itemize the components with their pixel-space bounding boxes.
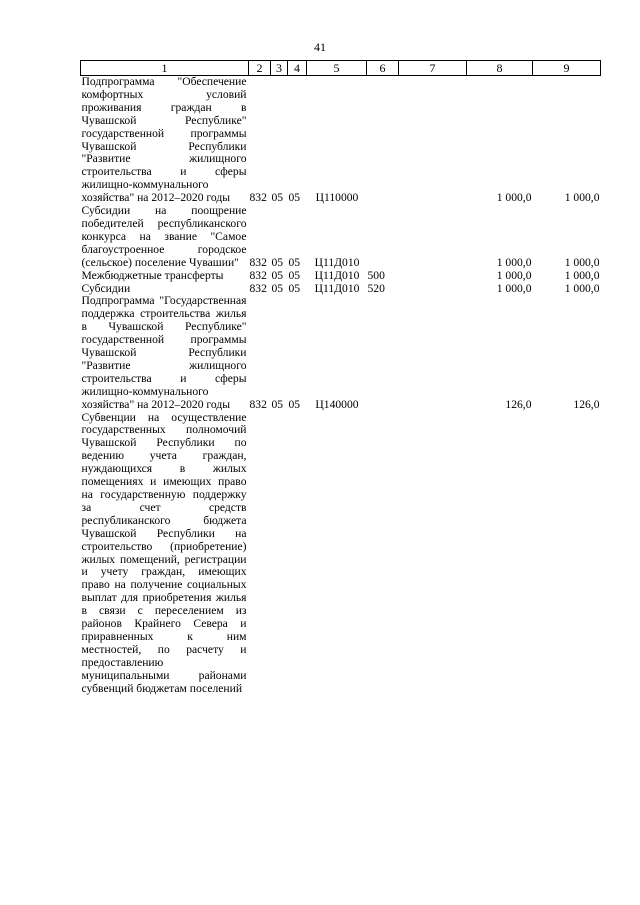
- cell-ministry: [249, 412, 271, 696]
- cell-ministry: 832: [249, 397, 267, 411]
- cell-col7: [399, 295, 467, 411]
- cell-subsection: 05: [288, 281, 301, 295]
- header-col-7: 7: [399, 61, 467, 76]
- cell-col8: 1 000,0: [496, 191, 532, 205]
- row-name: Субвенции на осуществление государственных полномочий Чувашской Республики по ведению учета граждан, нуждающихся в жилых помещениях и имеющих право на государственную поддержку за счет средств республиканского бюджета Чувашской Республики на строительство (приобретение) жилых помещений, регистрации и учету граждан, имеющих право на получение социальных выплат для приобретения жилья в связи с переселением из районов Крайнего Севера и приравненных к ним местностей, по расчету и предоставлению муниципальными районами субвенций бюджетам поселений: [81, 410, 247, 695]
- table-row: [81, 270, 601, 283]
- cell-target-article: Ц11Д010: [314, 255, 360, 269]
- cell-col8: 1 000,0: [496, 268, 532, 282]
- cell-subsection: 05: [288, 397, 301, 411]
- cell-col9: 1 000,0: [564, 281, 600, 295]
- cell-ministry: 832: [249, 255, 267, 269]
- cell-subsection: 05: [288, 191, 301, 205]
- cell-col7: [399, 76, 467, 206]
- cell-col7: [399, 283, 467, 296]
- cell-target-article: Ц140000: [315, 397, 359, 411]
- row-name: Подпрограмма "Государственная поддержка строительства жилья в Чувашской Республике" государственной программы Чувашской Республики "Развитие жилищного строительства и сферы жилищно-коммунального хозяйства" на 2012–2020 годы: [81, 294, 247, 411]
- cell-target-article: Ц11Д010: [314, 268, 360, 282]
- cell-col7: [399, 412, 467, 696]
- cell-target-article: Ц11Д010: [314, 281, 360, 295]
- row-name: Субсидии на поощрение победителей республиканского конкурса на звание "Самое благоустроенное городское (сельское) поселение Чувашии": [81, 204, 247, 269]
- cell-col7: [399, 205, 467, 270]
- cell-col8: 1 000,0: [496, 281, 532, 295]
- header-row: [81, 61, 601, 76]
- table-row: [81, 205, 601, 270]
- cell-subsection: [288, 412, 307, 696]
- header-col-4: 4: [288, 61, 307, 76]
- header-col-9: 9: [533, 61, 601, 76]
- cell-ministry: 832: [249, 281, 267, 295]
- cell-target-article: Ц110000: [315, 191, 359, 205]
- cell-section: [271, 412, 288, 696]
- cell-section: 05: [271, 397, 284, 411]
- row-name: Субсидии: [81, 281, 131, 295]
- cell-section: 05: [271, 268, 284, 282]
- cell-col9: 1 000,0: [564, 268, 600, 282]
- cell-col9: [533, 412, 601, 696]
- row-name: Межбюджетные трансферты: [81, 268, 224, 282]
- page-number: 41: [314, 40, 326, 54]
- header-col-1: 1: [81, 61, 249, 76]
- cell-col7: [399, 270, 467, 283]
- header-col-5: 5: [307, 61, 367, 76]
- header-col-8: 8: [467, 61, 533, 76]
- cell-subsection: 05: [288, 268, 301, 282]
- row-name: Подпрограмма "Обеспечение комфортных условий проживания граждан в Чувашской Республике" государственной программы Чувашской Республики "Развитие жилищного строительства и сферы жилищно-коммунального хозяйства" на 2012–2020 годы: [81, 75, 247, 205]
- cell-col8: 126,0: [505, 397, 532, 411]
- cell-expense-type: [367, 412, 399, 696]
- cell-col9: 126,0: [573, 397, 600, 411]
- table-row: [81, 295, 601, 411]
- cell-expense-type: [367, 205, 399, 270]
- header-col-6: 6: [367, 61, 399, 76]
- cell-subsection: 05: [288, 255, 301, 269]
- cell-ministry: 832: [249, 268, 267, 282]
- cell-expense-type: [367, 76, 399, 206]
- cell-expense-type: 520: [367, 281, 385, 295]
- table-row: [81, 76, 601, 206]
- cell-col8: 1 000,0: [496, 255, 532, 269]
- header-col-2: 2: [249, 61, 271, 76]
- budget-table: [80, 60, 601, 696]
- cell-target-article: [307, 412, 367, 696]
- header-col-3: 3: [271, 61, 288, 76]
- cell-col9: 1 000,0: [564, 255, 600, 269]
- cell-section: 05: [271, 281, 284, 295]
- cell-col9: 1 000,0: [564, 191, 600, 205]
- cell-expense-type: [367, 295, 399, 411]
- cell-ministry: 832: [249, 191, 267, 205]
- cell-col8: [467, 412, 533, 696]
- cell-section: 05: [271, 255, 284, 269]
- cell-section: 05: [271, 191, 284, 205]
- table-row: [81, 412, 601, 696]
- cell-expense-type: 500: [367, 268, 385, 282]
